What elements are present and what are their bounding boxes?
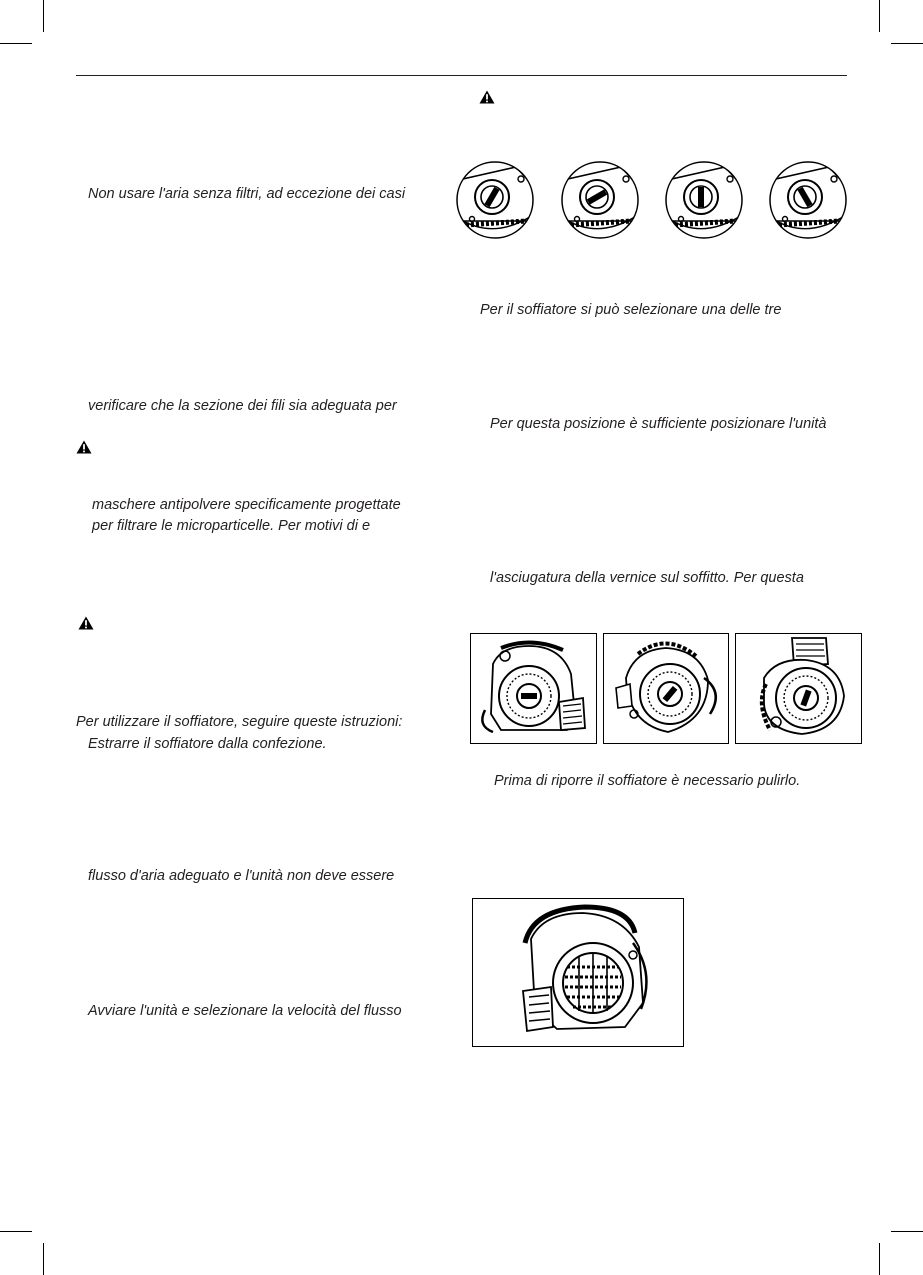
left-text-line: Avviare l'unità e selezionare la velocità del flusso xyxy=(88,1003,402,1019)
left-text-line: Non usare l'aria senza filtri, ad eccezione dei casi xyxy=(88,186,406,202)
left-text-line: verificare che la sezione dei fili sia adeguata per xyxy=(88,398,397,414)
right-text-line: l'asciugatura della vernice sul soffitto. Per questa xyxy=(490,570,804,586)
left-text-line: Per utilizzare il soffiatore, seguire queste istruzioni: xyxy=(76,714,403,730)
blower-position-upright-image xyxy=(735,633,862,744)
speed-dial-illustration-high xyxy=(769,161,847,239)
header-rule xyxy=(76,75,847,76)
crop-mark xyxy=(0,43,32,44)
crop-mark xyxy=(43,0,44,32)
crop-mark xyxy=(879,1243,880,1275)
left-text-line: Estrarre il soffiatore dalla confezione. xyxy=(88,736,327,752)
crop-mark xyxy=(0,1231,32,1232)
crop-mark xyxy=(879,0,880,32)
speed-dial-illustration-low xyxy=(561,161,639,239)
left-text-line: flusso d'aria adeguato e l'unità non deve essere xyxy=(88,868,395,884)
warning-triangle-icon xyxy=(479,90,495,104)
crop-mark xyxy=(891,43,923,44)
speed-dial-illustration-medium xyxy=(665,161,743,239)
crop-mark xyxy=(891,1231,923,1232)
blower-position-tilted-image xyxy=(603,633,729,744)
crop-mark xyxy=(43,1243,44,1275)
blower-cleaning-image xyxy=(472,898,684,1047)
right-text-line: Per il soffiatore si può selezionare una delle tre xyxy=(480,302,782,318)
left-text-line: maschere antipolvere specificamente progettate xyxy=(92,497,401,513)
blower-position-floor-image xyxy=(470,633,597,744)
left-text-line: per filtrare le microparticelle. Per motivi di e xyxy=(92,518,371,534)
warning-triangle-icon xyxy=(78,616,94,630)
warning-triangle-icon xyxy=(76,440,92,454)
right-text-line: Per questa posizione è sufficiente posizionare l'unità xyxy=(490,416,827,432)
speed-dial-illustration-off xyxy=(456,161,534,239)
right-text-line: Prima di riporre il soffiatore è necessario pulirlo. xyxy=(494,773,801,789)
